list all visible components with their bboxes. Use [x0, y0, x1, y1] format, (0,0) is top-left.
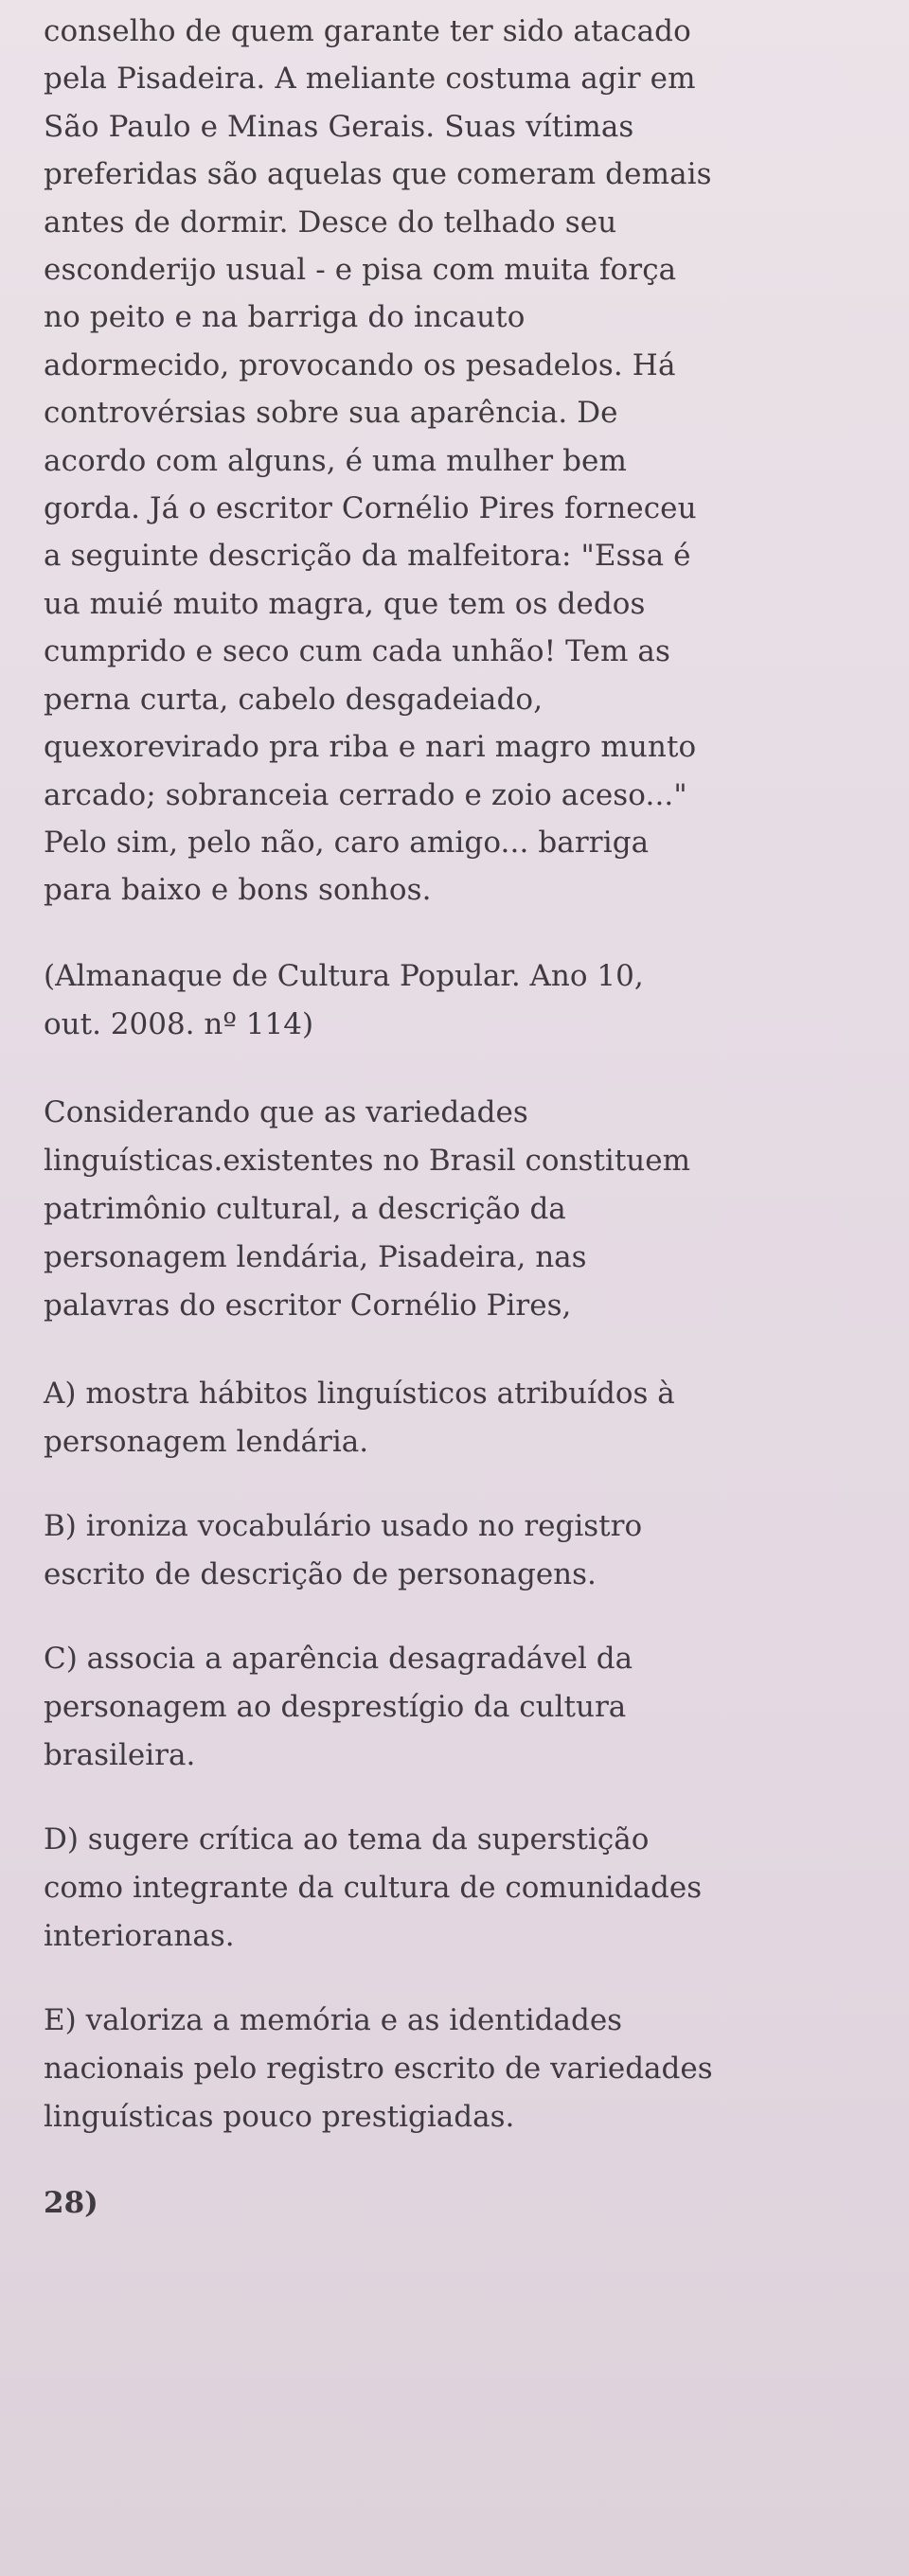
passage-line: adormecido, provocando os pesadelos. Há — [44, 347, 676, 382]
question-stem — [44, 1089, 877, 1330]
passage-line: gorda. Já o escritor Cornélio Pires forneceu — [44, 491, 697, 526]
passage-line: para baixo e bons sonhos. — [44, 873, 432, 908]
passage-line: perna curta, cabelo desgadeiado, — [44, 682, 544, 717]
passage-line: ua muié muito magra, que tem os dedos — [44, 586, 646, 621]
option-e — [44, 1997, 877, 2141]
option-line: escrito de descrição de personagens. — [44, 1556, 597, 1591]
option-line: personagem ao desprestígio da cultura — [44, 1689, 627, 1724]
option-d — [44, 1816, 877, 1961]
passage-line: acordo com alguns, é uma mulher bem — [44, 443, 627, 478]
document-page — [44, 8, 877, 2228]
option-line: brasileira. — [44, 1737, 196, 1772]
passage-line: a seguinte descrição da malfeitora: "Essa é — [44, 539, 691, 574]
passage-line: cumprido e seco cum cada unhão! Tem as — [44, 634, 671, 669]
option-line: personagem lendária. — [44, 1424, 369, 1459]
question-line: palavras do escritor Cornélio Pires, — [44, 1288, 572, 1323]
option-line: interioranas. — [44, 1918, 235, 1953]
citation — [44, 952, 877, 1049]
citation-line: (Almanaque de Cultura Popular. Ano 10, — [44, 958, 644, 993]
passage-line: preferidas são aquelas que comeram demais — [44, 157, 712, 192]
question-line: Considerando que as variedades — [44, 1094, 528, 1129]
passage-line: antes de dormir. Desce do telhado seu — [44, 204, 617, 240]
option-line: D) sugere crítica ao tema da superstição — [44, 1821, 650, 1856]
option-line: nacionais pelo registro escrito de variedades — [44, 2051, 713, 2086]
passage-line: São Paulo e Minas Gerais. Suas vítimas — [44, 109, 634, 144]
passage-line: Pelo sim, pelo não, caro amigo... barriga — [44, 825, 650, 860]
passage-line: controvérsias sobre sua aparência. De — [44, 396, 618, 431]
option-line: como integrante da cultura de comunidades — [44, 1870, 703, 1905]
option-line: E) valoriza a memória e as identidades — [44, 2002, 623, 2037]
passage-line: arcado; sobranceia cerrado e zoio aceso..." — [44, 777, 687, 812]
next-question-number: 28) — [44, 2185, 98, 2220]
question-line: linguísticas.existentes no Brasil constituem — [44, 1143, 690, 1178]
option-line: A) mostra hábitos linguísticos atribuídos à — [44, 1376, 675, 1411]
option-line: linguísticas pouco prestigiadas. — [44, 2099, 515, 2134]
option-a — [44, 1370, 877, 1466]
option-b — [44, 1502, 877, 1599]
option-line: B) ironiza vocabulário usado no registro — [44, 1508, 643, 1543]
passage-line: conselho de quem garante ter sido atacado — [44, 14, 691, 48]
citation-line: out. 2008. nº 114) — [44, 1006, 314, 1041]
question-line: patrimônio cultural, a descrição da — [44, 1191, 566, 1226]
option-line: C) associa a aparência desagradável da — [44, 1641, 633, 1676]
option-c — [44, 1635, 877, 1780]
passage-line: quexorevirado pra riba e nari magro munto — [44, 730, 697, 765]
passage-line: esconderijo usual - e pisa com muita força — [44, 253, 677, 288]
passage — [44, 8, 877, 915]
question-line: personagem lendária, Pisadeira, nas — [44, 1239, 587, 1274]
passage-line: no peito e na barriga do incauto — [44, 300, 526, 335]
passage-line: pela Pisadeira. A meliante costuma agir em — [44, 62, 696, 97]
